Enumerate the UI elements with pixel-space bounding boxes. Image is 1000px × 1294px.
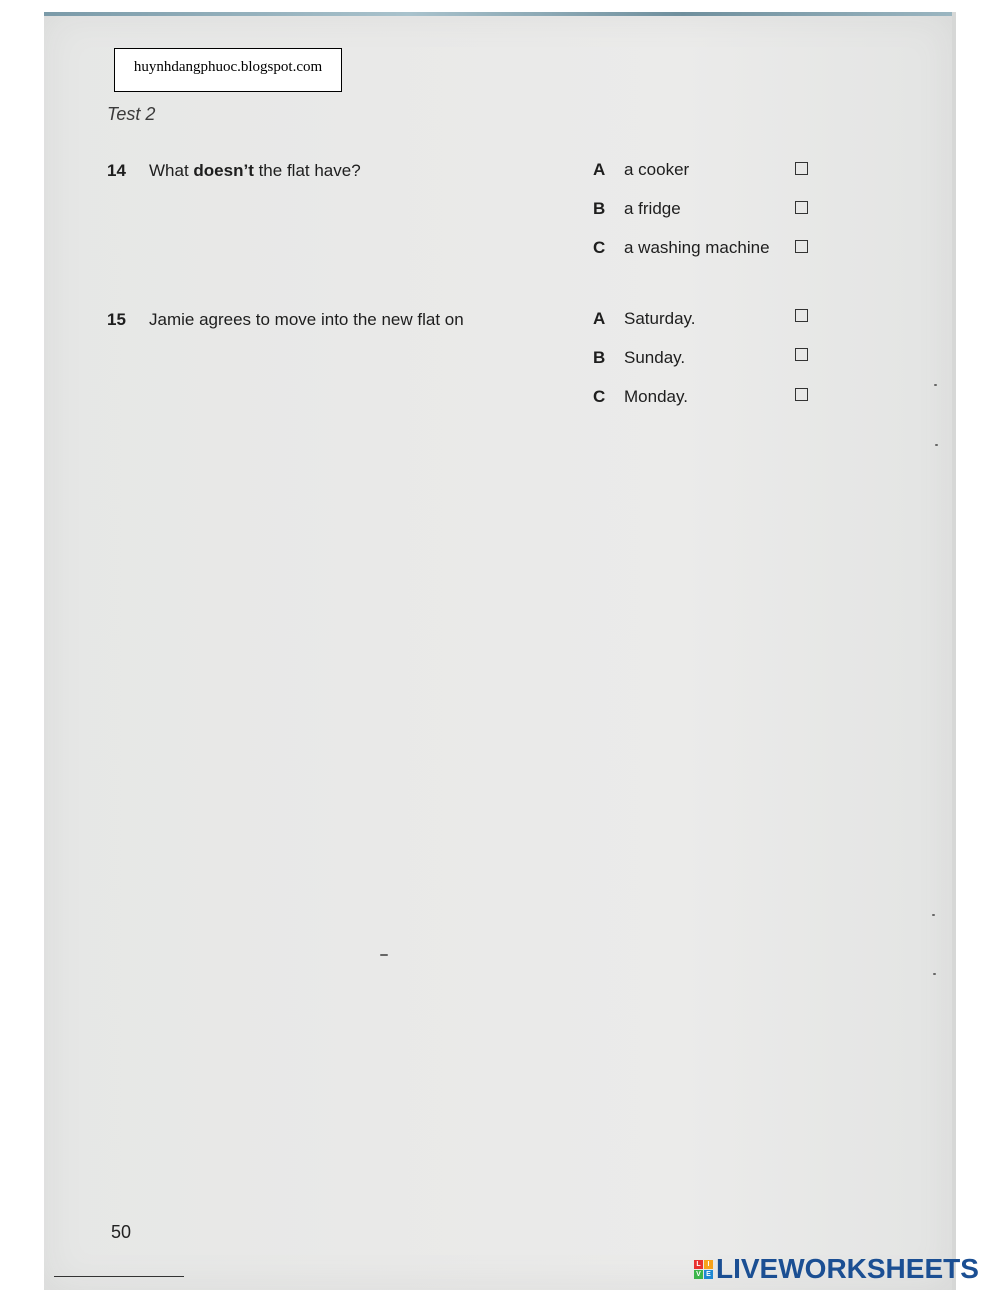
checkbox-15-b[interactable] — [795, 348, 808, 361]
liveworksheets-logo-icon: L I V E — [694, 1260, 713, 1279]
option-14-c — [593, 238, 770, 258]
paper-top-edge — [44, 12, 956, 16]
scan-speck — [934, 384, 937, 386]
question-14 — [107, 161, 361, 181]
option-text: a washing machine — [624, 238, 770, 257]
question-text: What doesn’t the flat have? — [149, 161, 361, 180]
option-text: Monday. — [624, 387, 688, 406]
brand-name: LIVEWORKSHEETS — [716, 1253, 979, 1284]
scan-speck — [935, 444, 938, 446]
option-14-a — [593, 160, 689, 180]
scan-speck — [932, 914, 935, 916]
paper-right-edge — [952, 12, 956, 1290]
scanned-paper — [44, 12, 956, 1290]
page-number: 50 — [111, 1222, 132, 1242]
liveworksheets-brand — [694, 1254, 979, 1284]
option-15-c — [593, 387, 688, 407]
scan-speck — [380, 954, 388, 956]
checkbox-14-c[interactable] — [795, 240, 808, 253]
scan-speck — [933, 973, 936, 975]
option-text: a fridge — [624, 199, 681, 218]
option-text: Sunday. — [624, 348, 686, 367]
checkbox-15-a[interactable] — [795, 309, 808, 322]
option-letter: A — [593, 309, 606, 328]
test-label: Test 2 — [107, 104, 156, 124]
checkbox-14-b[interactable] — [795, 201, 808, 214]
question-number: 15 — [107, 310, 126, 329]
option-letter: C — [593, 387, 606, 406]
checkbox-15-c[interactable] — [795, 388, 808, 401]
option-text: a cooker — [624, 160, 690, 179]
checkbox-14-a[interactable] — [795, 162, 808, 175]
question-text: Jamie agrees to move into the new flat on — [149, 310, 464, 329]
option-letter: C — [593, 238, 606, 257]
emphasis-text: doesn’t — [193, 161, 254, 180]
option-letter: B — [593, 348, 606, 367]
option-text: Saturday. — [624, 309, 696, 328]
question-15 — [107, 310, 464, 330]
option-letter: A — [593, 160, 606, 179]
option-letter: B — [593, 199, 606, 218]
option-14-b — [593, 199, 681, 219]
question-number: 14 — [107, 161, 126, 180]
option-15-a — [593, 309, 696, 329]
footer-rule — [54, 1276, 184, 1277]
source-label: huynhdangphuoc.blogspot.com — [114, 48, 342, 92]
option-15-b — [593, 348, 685, 368]
